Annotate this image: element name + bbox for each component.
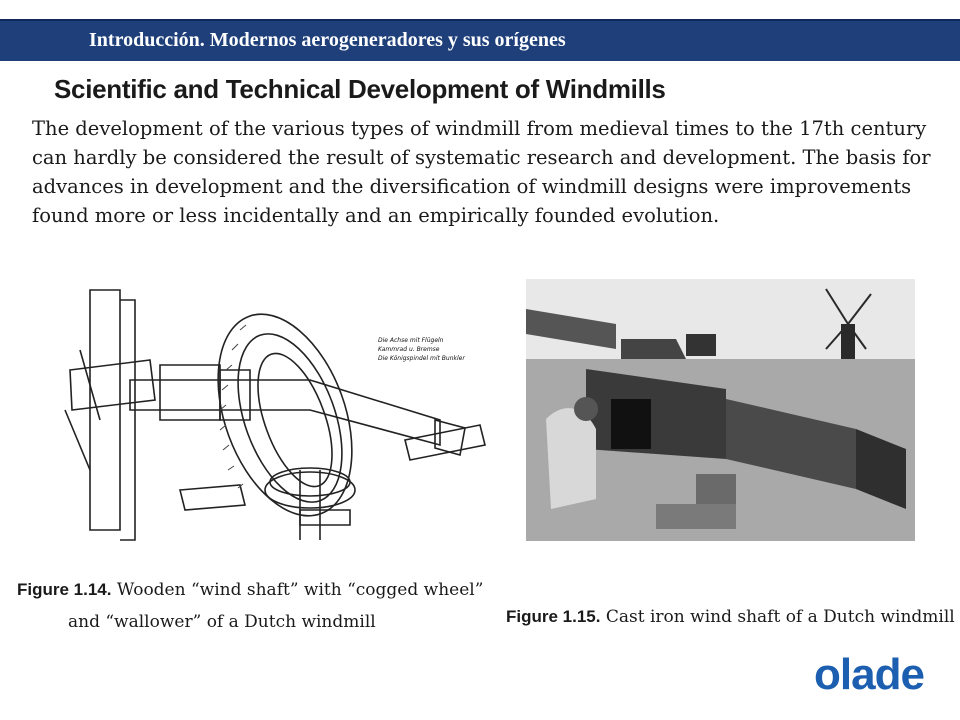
tower-frame [70,360,155,410]
wind-shaft-drawing-svg [60,270,488,548]
base-beam [405,425,485,460]
photo-support [656,504,736,529]
olade-logo: olade [814,650,924,699]
photo-person [546,408,596,509]
caption-text: Wooden “wind shaft” with “cogged wheel” [116,580,484,600]
tower-frame [120,300,135,540]
photo-shaft-opening [611,399,651,449]
cast-iron-shaft-photo-svg [526,279,915,541]
caption-text: Cast iron wind shaft of a Dutch windmill [605,607,955,627]
cast-iron-shaft-photo [526,279,915,541]
paragraph-line: found more or less incidentally and an empirically founded evolution. [32,204,720,227]
tower-frame [90,290,120,530]
paragraph-line: can hardly be considered the result of systematic research and development. The basis for [32,146,931,169]
wallower [300,470,320,540]
paragraph-line: advances in development and the diversification of windmill designs were improvements [32,175,912,198]
body-paragraph [32,114,931,230]
section-heading: Scientific and Technical Development of Windmills [54,74,666,104]
header-bar [0,19,960,61]
photo-tree [686,334,716,356]
slide-title: Introducción. Modernos aerogeneradores y sus orígenes [89,29,566,51]
shaft [130,380,440,445]
annotation-label: Kammrad u. Bremse [378,346,440,353]
figure-label: Figure 1.15. [506,607,601,626]
paragraph-line: The development of the various types of windmill from medieval times to the 17th century [32,117,927,140]
base-beam [180,485,245,510]
drawing-annotations [378,336,465,363]
annotation-label: Die Achse mit Flügeln [378,337,444,344]
figure-1-14-caption [17,580,483,600]
figure-1-15-caption [506,607,955,627]
photo-person-head [574,397,598,421]
shaft-block [160,365,220,420]
shaft-block [220,370,250,420]
photo-house [621,339,686,359]
figure-label: Figure 1.14. [17,580,112,599]
wind-shaft-drawing [60,270,488,548]
figure-1-14-caption-line2: and “wallower” of a Dutch windmill [68,612,376,632]
annotation-label: Die Königspindel mit Bunkler [378,355,465,362]
